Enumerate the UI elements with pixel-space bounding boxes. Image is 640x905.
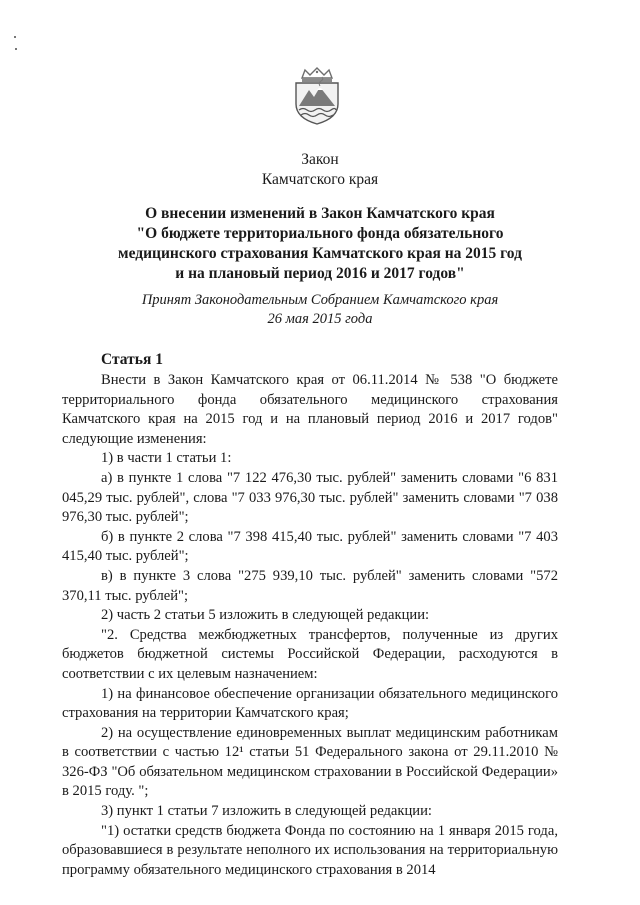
article-paragraph: 2) на осуществление единовременных выплат медицинским работникам в соответствии с частью 12¹ статьи 51 Федерального закона от 29.11.2010 № 326-ФЗ "Об обязательном медицинском страховании в Российской Федерации» в 2015 году. "; — [62, 724, 558, 800]
law-title — [100, 204, 540, 284]
article-paragraph: Внести в Закон Камчатского края от 06.11.2014 № 538 "О бюджете территориального фонда обязательного медицинского страхования Камчатского края на 2015 год и на плановый период 2016 и 2017 годов" следующие изменения: — [62, 372, 558, 447]
article-paragraph: в) в пункте 3 слова "275 939,10 тыс. рублей" заменить словами "572 370,11 тыс. рублей"; — [62, 567, 558, 604]
article-paragraph: 1) на финансовое обеспечение организации обязательного медицинского страхования на территории Камчатского края; — [62, 685, 558, 722]
adoption-note — [120, 291, 520, 329]
article-heading: Статья 1 — [101, 351, 163, 368]
law-title-line: О внесении изменений в Закон Камчатского края — [145, 205, 495, 222]
article-paragraph: б) в пункте 2 слова "7 398 415,40 тыс. рублей" заменить словами "7 403 415,40 тыс. рублей"; — [62, 528, 558, 565]
article-paragraph: 1) в части 1 статьи 1: — [101, 450, 232, 467]
adoption-date: 26 мая 2015 года — [267, 311, 373, 327]
law-title-line: медицинского страхования Камчатского края на 2015 год — [118, 245, 522, 262]
law-title-line: и на плановый период 2016 и 2017 годов" — [175, 265, 465, 282]
article-paragraph: "1) остатки средств бюджета Фонда по состоянию на 1 января 2015 года, образовавшиеся в результате неполного их использования на территориальную программу обязательного медицинского страхования в 2014 — [62, 822, 558, 878]
article-paragraph: а) в пункте 1 слова "7 122 476,30 тыс. рублей" заменить словами "6 831 045,29 тыс. рублей", слова "7 033 976,30 тыс. рублей" заменить словами "7 038 976,30 тыс. рублей"; — [62, 469, 558, 526]
article-paragraph: "2. Средства межбюджетных трансфертов, полученные из других бюджетов бюджетной системы Российской Федерации, расходуются в соответствии с их целевым назначением: — [62, 626, 558, 682]
article-paragraph: 3) пункт 1 статьи 7 изложить в следующей редакции: — [101, 803, 432, 820]
adoption-body: Принят Законодательным Собранием Камчатского края — [141, 292, 499, 308]
scan-speck — [14, 36, 16, 38]
region-name: Камчатского края — [261, 171, 379, 188]
scan-speck — [15, 48, 17, 50]
kamchatka-coat-of-arms-icon — [290, 66, 344, 126]
document-type: Закон — [301, 151, 339, 168]
law-title-line: "О бюджете территориального фонда обязательного — [136, 225, 504, 242]
article-body — [62, 371, 558, 880]
article-paragraph: 2) часть 2 статьи 5 изложить в следующей редакции: — [101, 607, 430, 624]
